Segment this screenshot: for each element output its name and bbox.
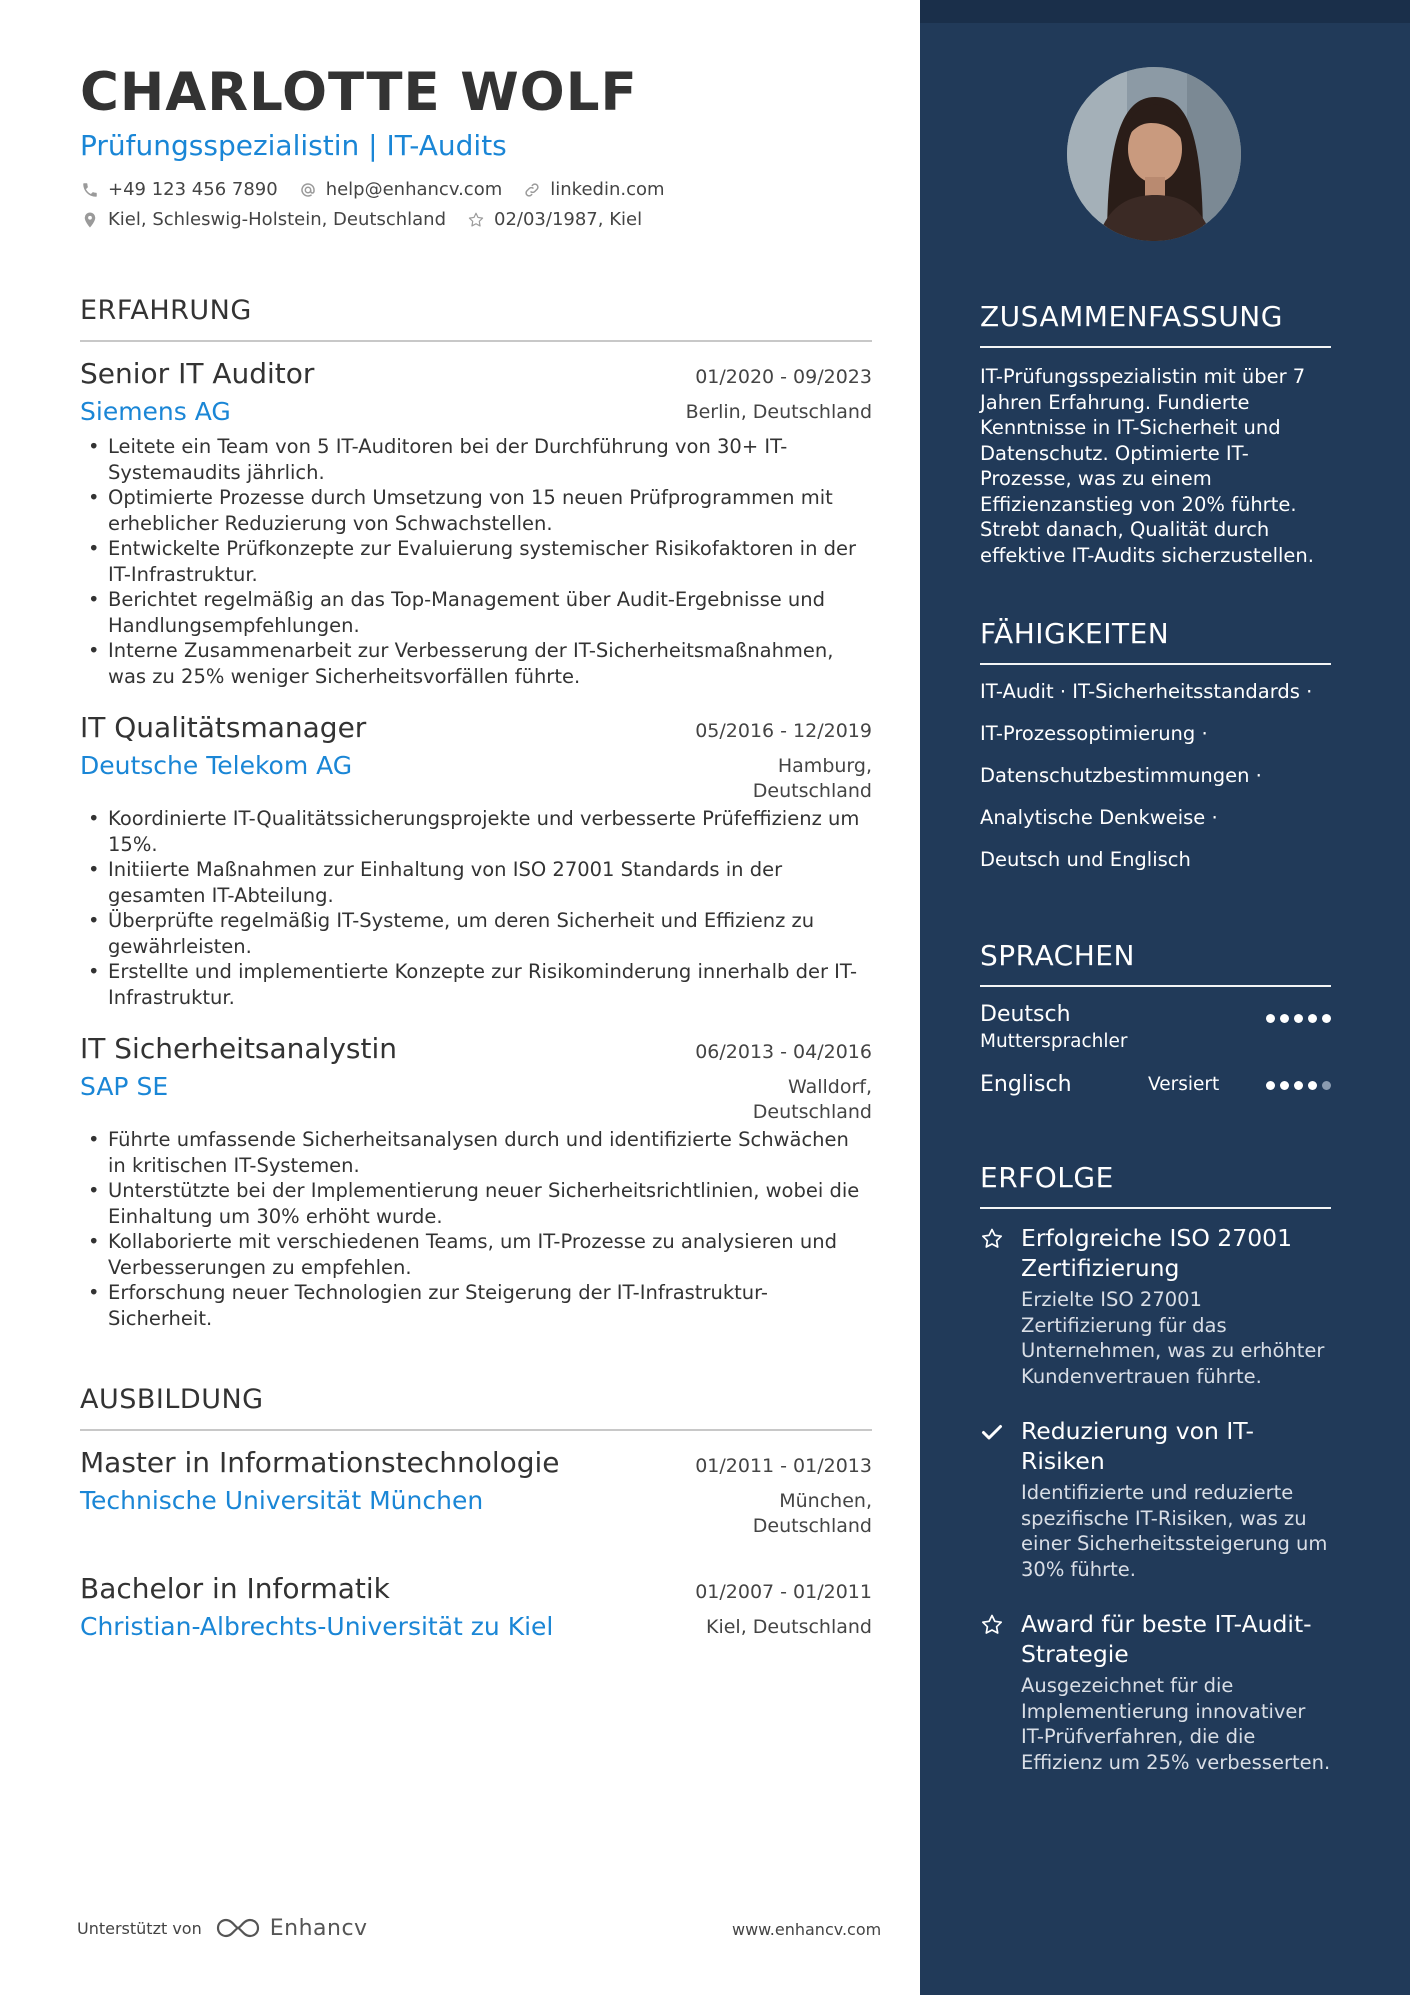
achievement-item	[980, 1416, 1331, 1582]
job-bullet: • Überprüfte regelmäßig IT-Systeme, um deren Sicherheit und Effizienz zu gewährleisten.	[80, 908, 872, 959]
school-location: Kiel, Deutschland	[705, 1616, 872, 1638]
rating-dot	[1308, 1014, 1317, 1023]
star-icon	[980, 1227, 1004, 1251]
job-bullets	[80, 806, 872, 1010]
job-bullet: • Kollaborierte mit verschiedenen Teams, um IT-Prozesse zu analysieren und Verbesserungen zu empfehlen.	[80, 1229, 872, 1280]
footer-brand-name: Enhancv	[269, 1915, 368, 1941]
job-bullet: • Führte umfassende Sicherheitsanalysen durch und identifizierte Schwächen in kritischen IT-Systemen.	[80, 1127, 872, 1178]
job-bullet: • Interne Zusammenarbeit zur Verbesserung der IT-Sicherheitsmaßnahmen, was zu 25% weniger Sicherheitsvorfällen führte.	[80, 638, 872, 689]
job-location	[753, 1075, 872, 1125]
linkedin-item[interactable]	[522, 178, 664, 202]
rating-dot	[1280, 1014, 1289, 1023]
powered-by-text: Unterstützt von	[77, 1918, 202, 1938]
job-title: IT Sicherheitsanalystin	[80, 1032, 398, 1065]
achievements-divider	[980, 1207, 1331, 1209]
summary-section	[980, 300, 1331, 568]
job-title: IT Qualitätsmanager	[80, 711, 367, 744]
languages-section	[980, 939, 1331, 1103]
rating-dot-empty	[1322, 1081, 1331, 1090]
job-date: 01/2020 - 09/2023	[695, 366, 872, 388]
achievement-title: Erfolgreiche ISO 27001 Zertifizierung	[1021, 1224, 1293, 1282]
job-bullets	[80, 434, 872, 689]
job-company[interactable]: Deutsche Telekom AG	[80, 751, 353, 780]
rating-dot	[1266, 1081, 1275, 1090]
contact-row-2	[80, 208, 872, 232]
achievement-item	[980, 1223, 1331, 1389]
linkedin-text: linkedin.com	[550, 179, 665, 200]
location-pin-icon	[80, 210, 100, 230]
school-location	[753, 1489, 872, 1539]
job-location-line: Hamburg,	[777, 755, 872, 777]
email-item[interactable]	[298, 178, 503, 202]
job-title: Senior IT Auditor	[80, 357, 315, 390]
job-date: 06/2013 - 04/2016	[695, 1041, 872, 1063]
school-location-line: Deutschland	[752, 1515, 872, 1537]
language-level: Muttersprachler	[980, 1031, 1128, 1052]
languages-heading: SPRACHEN	[980, 939, 1135, 972]
star-icon	[466, 210, 486, 230]
job-bullet: • Berichtet regelmäßig an das Top-Management über Audit-Ergebnisse und Handlungsempfehlungen.	[80, 587, 872, 638]
phone-icon	[80, 180, 100, 200]
experience-section	[80, 294, 872, 1331]
achievement-desc: Identifizierte und reduzierte spezifische IT-Risiken, was zu einer Sicherheitssteigerung um 30% führte.	[1021, 1481, 1328, 1581]
job-bullet: • Unterstützte bei der Implementierung neuer Sicherheitsrichtlinien, wobei die Einhaltung um 30% erhöht wurde.	[80, 1178, 872, 1229]
job-bullet: • Optimierte Prozesse durch Umsetzung von 15 neuen Prüfprogrammen mit erheblicher Reduzierung von Schwachstellen.	[80, 485, 872, 536]
skill-item: IT-Audit · IT-Sicherheitsstandards ·	[980, 680, 1313, 703]
job-bullet: • Koordinierte IT-Qualitätssicherungsprojekte und verbesserte Prüfeffizienz um 15%.	[80, 806, 872, 857]
link-icon	[522, 180, 542, 200]
language-level: Versiert	[1148, 1074, 1220, 1095]
skills-section	[980, 617, 1331, 873]
degree-title: Bachelor in Informatik	[80, 1572, 390, 1605]
job-location	[753, 754, 872, 804]
skill-item: Deutsch und Englisch	[980, 848, 1191, 871]
sidebar-top-bar	[920, 0, 1410, 23]
job-entry	[80, 356, 872, 689]
school-name[interactable]: Christian-Albrechts-Universität zu Kiel	[80, 1612, 554, 1641]
at-icon	[298, 180, 318, 200]
birth-item	[466, 208, 642, 232]
education-date: 01/2011 - 01/2013	[695, 1455, 872, 1477]
education-entry	[80, 1571, 872, 1643]
job-bullet: • Initiierte Maßnahmen zur Einhaltung von ISO 27001 Standards in der gesamten IT-Abteilung.	[80, 857, 872, 908]
rating-dot	[1294, 1081, 1303, 1090]
summary-divider	[980, 346, 1331, 348]
birth-text: 02/03/1987, Kiel	[494, 209, 643, 230]
skill-item: Datenschutzbestimmungen ·	[980, 764, 1262, 787]
job-bullet: • Entwickelte Prüfkonzepte zur Evaluierung systemischer Risikofaktoren in der IT-Infrastruktur.	[80, 536, 872, 587]
experience-heading: ERFAHRUNG	[80, 295, 252, 326]
education-heading: AUSBILDUNG	[80, 1384, 264, 1415]
achievements-section	[980, 1161, 1331, 1775]
check-icon	[980, 1420, 1004, 1444]
language-rating	[1261, 1014, 1331, 1023]
education-entry	[80, 1445, 872, 1539]
enhancv-logo-icon	[214, 1915, 262, 1941]
phone-item[interactable]	[80, 178, 278, 202]
skills-divider	[980, 663, 1331, 665]
rating-dot	[1322, 1014, 1331, 1023]
language-name: Deutsch	[980, 1002, 1071, 1027]
footer-branding[interactable]	[77, 1915, 368, 1941]
degree-title: Master in Informationstechnologie	[80, 1446, 560, 1479]
achievement-title: Award für beste IT-Audit-Strategie	[1021, 1610, 1312, 1668]
summary-heading: ZUSAMMENFASSUNG	[980, 300, 1283, 333]
education-date: 01/2007 - 01/2011	[695, 1581, 872, 1603]
achievement-desc: Erzielte ISO 27001 Zertifizierung für das Unternehmen, was zu erhöhter Kundenvertrauen führte.	[1021, 1288, 1325, 1388]
achievement-desc: Ausgezeichnet für die Implementierung innovativer IT-Prüfverfahren, die die Effizienz um 25% verbesserten.	[1021, 1674, 1331, 1774]
candidate-name: CHARLOTTE WOLF	[80, 62, 638, 123]
job-location-line: Deutschland	[752, 780, 872, 802]
achievement-title: Reduzierung von IT-Risiken	[1021, 1417, 1254, 1475]
language-item	[980, 1071, 1331, 1103]
school-location-line: München,	[779, 1490, 872, 1512]
rating-dot	[1280, 1081, 1289, 1090]
skill-item: Analytische Denkweise ·	[980, 806, 1218, 829]
job-location-line: Walldorf,	[788, 1076, 872, 1098]
rating-dot	[1308, 1081, 1317, 1090]
achievements-heading: ERFOLGE	[980, 1161, 1114, 1194]
education-section	[80, 1383, 872, 1643]
job-bullet: • Erstellte und implementierte Konzepte zur Risikominderung innerhalb der IT-Infrastruktur.	[80, 959, 872, 1010]
profile-photo	[1067, 67, 1241, 241]
location-item	[80, 208, 446, 232]
location-text: Kiel, Schleswig-Holstein, Deutschland	[108, 209, 447, 230]
experience-divider	[80, 340, 872, 342]
job-company[interactable]: SAP SE	[80, 1072, 169, 1101]
candidate-role: Prüfungsspezialistin | IT-Audits	[80, 129, 507, 162]
languages-divider	[980, 985, 1331, 987]
achievement-item	[980, 1609, 1331, 1775]
email-text: help@enhancv.com	[325, 179, 503, 200]
school-name[interactable]: Technische Universität München	[80, 1486, 484, 1515]
job-location-line: Deutschland	[752, 1101, 872, 1123]
job-date: 05/2016 - 12/2019	[695, 720, 872, 742]
star-icon	[980, 1613, 1004, 1637]
job-company[interactable]: Siemens AG	[80, 397, 231, 426]
job-bullet: • Erforschung neuer Technologien zur Steigerung der IT-Infrastruktur-Sicherheit.	[80, 1280, 872, 1331]
job-location: Berlin, Deutschland	[685, 401, 872, 423]
skill-item: IT-Prozessoptimierung ·	[980, 722, 1208, 745]
education-divider	[80, 1429, 872, 1431]
language-name: Englisch	[980, 1072, 1072, 1097]
footer-website[interactable]: www.enhancv.com	[732, 1920, 882, 1939]
job-entry	[80, 1031, 872, 1331]
main-column	[80, 62, 872, 1643]
job-bullets	[80, 1127, 872, 1331]
job-bullet: • Leitete ein Team von 5 IT-Auditoren bei der Durchführung von 30+ IT-Systemaudits jährlich.	[80, 434, 872, 485]
language-item	[980, 1001, 1331, 1057]
language-rating	[1261, 1081, 1331, 1090]
rating-dot	[1266, 1014, 1275, 1023]
skills-heading: FÄHIGKEITEN	[980, 617, 1170, 650]
summary-text: IT-Prüfungsspezialistin mit über 7 Jahren Erfahrung. Fundierte Kenntnisse in IT-Sicherheit und Datenschutz. Optimierte IT-Prozesse, was zu einem Effizienzanstieg von 20% führte. Strebt danach, Qualität durch effektive IT-Audits sicherzustellen.	[980, 365, 1314, 567]
rating-dot	[1294, 1014, 1303, 1023]
job-entry	[80, 710, 872, 1010]
phone-text: +49 123 456 7890	[108, 179, 278, 200]
contact-row-1	[80, 178, 872, 202]
